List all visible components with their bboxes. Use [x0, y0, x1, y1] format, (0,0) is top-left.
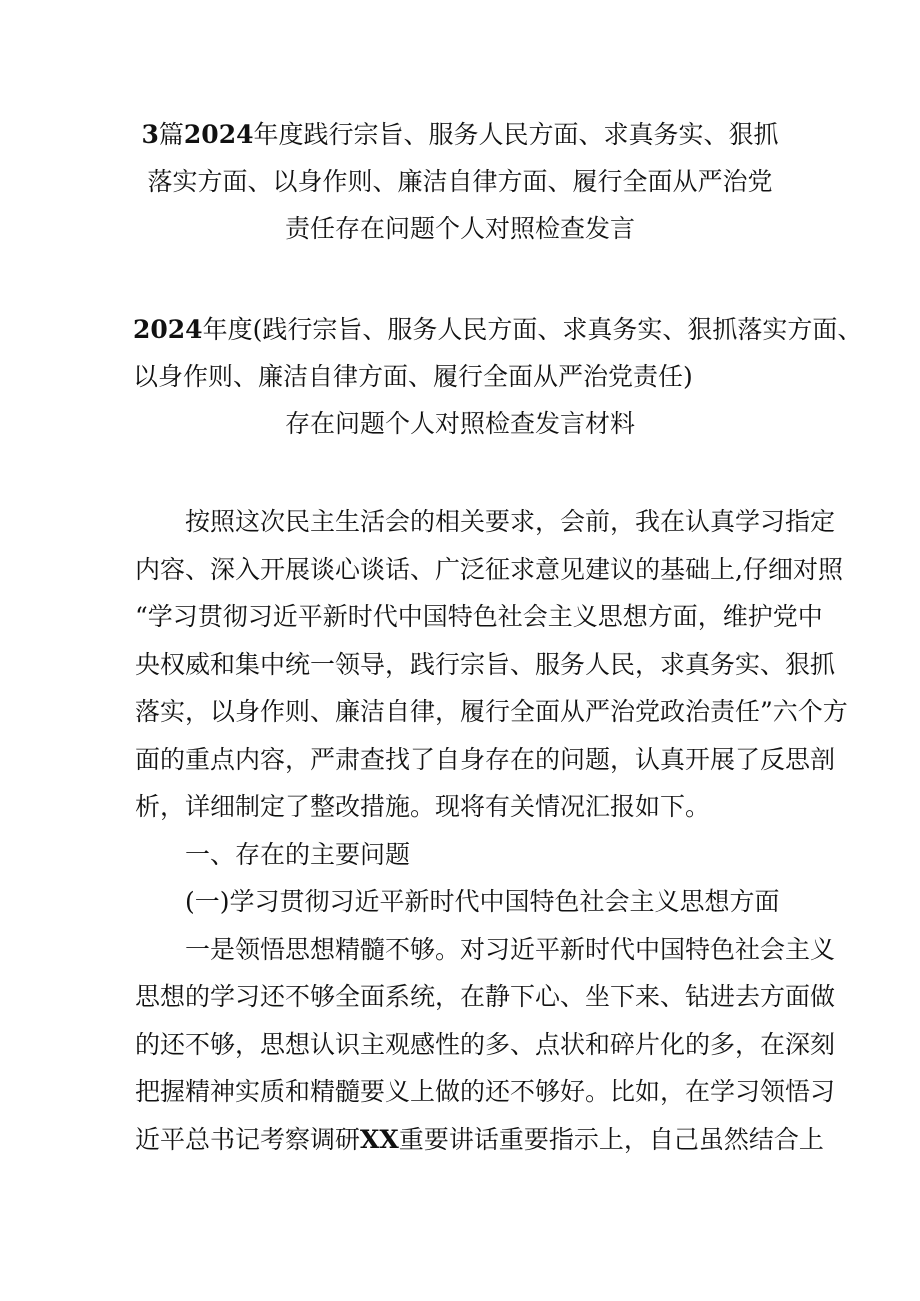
- subsection-heading: (一)学习贯彻习近平新时代中国特色社会主义思想方面: [185, 887, 780, 916]
- title-line-1: 3篇2024年度践行宗旨、服务人民方面、求真务实、狠抓: [141, 120, 779, 149]
- document-subtitle: [100, 306, 863, 447]
- document-title: [100, 111, 820, 252]
- body-line: 析，详细制定了整改措施。现将有关情况汇报如下。: [135, 792, 711, 821]
- body-line: 一是领悟思想精髓不够。对习近平新时代中国特色社会主义: [185, 934, 836, 964]
- body-line: 内容、深入开展谈心谈话、广泛征求意见建议的基础上,仔细对照: [135, 554, 843, 584]
- body-line: 近平总书记考察调研XX重要讲话重要指示上，自己虽然结合上: [135, 1124, 824, 1154]
- body-line: 把握精神实质和精髓要义上做的还不够好。比如，在学习领悟习: [135, 1077, 836, 1106]
- title-line-3: 责任存在问题个人对照检查发言: [284, 214, 635, 243]
- body-line: 按照这次民主生活会的相关要求，会前，我在认真学习指定: [185, 507, 836, 536]
- body-line: 落实，以身作则、廉洁自律，履行全面从严治党政治责任”六个方: [135, 697, 848, 726]
- subtitle-line-3: 存在问题个人对照检查发言材料: [284, 409, 635, 438]
- body-line: 央权威和集中统一领导，践行宗旨、服务人民，求真务实、狠抓: [135, 649, 836, 679]
- body-line: “学习贯彻习近平新时代中国特色社会主义思想方面，维护党中: [135, 602, 823, 631]
- title-line-2: 落实方面、以身作则、廉洁自律方面、履行全面从严治党: [147, 167, 773, 196]
- section-heading: 一、存在的主要问题: [185, 839, 411, 869]
- subtitle-line-2: 以身作则、廉洁自律方面、履行全面从严治党责任): [133, 362, 693, 391]
- subtitle-line-1: 2024年度(践行宗旨、服务人民方面、求真务实、狠抓落实方面、: [133, 315, 863, 344]
- body-line: 的还不够，思想认识主观感性的多、点状和碎片化的多，在深刻: [135, 1029, 836, 1059]
- document-body: [135, 498, 848, 1163]
- body-line: 面的重点内容，严肃查找了自身存在的问题，认真开展了反思剖: [135, 744, 836, 774]
- body-line: 思想的学习还不够全面系统，在静下心、坐下来、钻进去方面做: [135, 982, 836, 1011]
